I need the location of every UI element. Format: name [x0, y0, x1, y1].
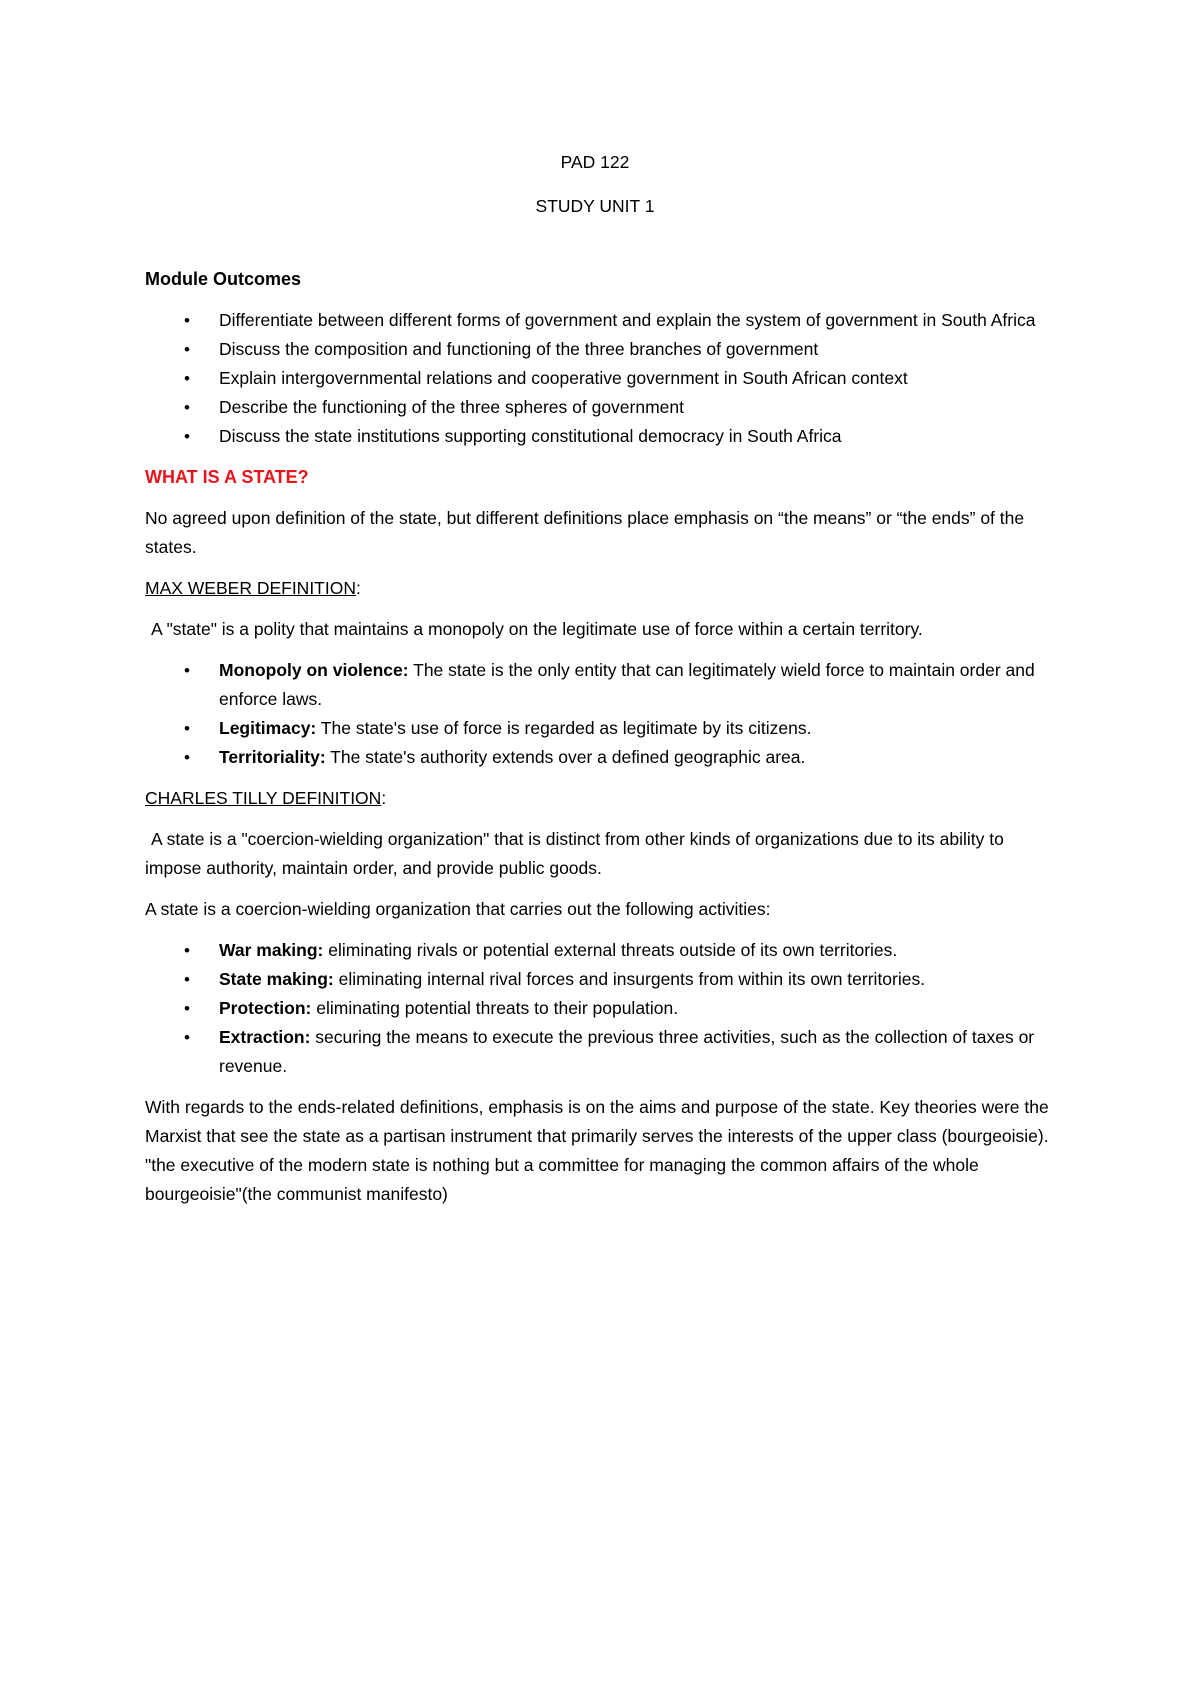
what-is-state-heading: WHAT IS A STATE?	[145, 467, 309, 487]
tilly-heading	[145, 784, 1065, 813]
activity-term: Protection:	[219, 998, 312, 1018]
document-body	[145, 148, 1065, 1221]
weber-definition-text: A "state" is a polity that maintains a monopoly on the legitimate use of force within a certain territory.	[151, 619, 923, 639]
outcome-text: Discuss the state institutions supporting constitutional democracy in South Africa	[219, 426, 842, 446]
outcome-text: Describe the functioning of the three spheres of government	[219, 397, 684, 417]
feature-text: The state's use of force is regarded as legitimate by its citizens.	[316, 718, 812, 738]
study-unit-title: STUDY UNIT 1	[535, 196, 655, 216]
feature-term: Territoriality:	[219, 747, 326, 767]
course-code: PAD 122	[560, 152, 630, 172]
tilly-definition-text: A state is a "coercion-wielding organization" that is distinct from other kinds of organizations due to its ability to impose authority, maintain order, and provide public goods.	[145, 829, 1004, 878]
ends-paragraph: With regards to the ends-related definitions, emphasis is on the aims and purpose of the state. Key theories were the Marxist that see the state as a partisan instrument that primarily serves the interests of the upper class (bourgeoisie). "the executive of the modern state is nothing but a committee for managing the common affairs of the whole bourgeoisie"(the communist manifesto)	[145, 1097, 1049, 1204]
bullet-icon: •	[184, 369, 190, 388]
state-intro-paragraph: No agreed upon definition of the state, but different definitions place emphasis on “the means” or “the ends” of the states.	[145, 508, 1025, 557]
module-outcomes-heading: Module Outcomes	[145, 269, 302, 289]
module-outcomes-list	[145, 306, 1065, 451]
activity-term: State making:	[219, 969, 334, 989]
activity-term: Extraction:	[219, 1027, 311, 1047]
list-item	[145, 656, 1065, 714]
tilly-heading-colon: :	[381, 788, 387, 808]
feature-text: The state's authority extends over a defined geographic area.	[325, 747, 806, 767]
tilly-activities-list	[145, 936, 1065, 1081]
outcome-text: Explain intergovernmental relations and cooperative government in South African context	[219, 368, 908, 388]
bullet-icon: •	[184, 661, 190, 680]
tilly-definition	[145, 825, 1065, 883]
outcome-text: Differentiate between different forms of government and explain the system of government in South Africa	[219, 310, 1036, 330]
bullet-icon: •	[184, 748, 190, 767]
bullet-icon: •	[184, 1028, 190, 1047]
weber-heading	[145, 574, 1065, 603]
list-item	[145, 743, 1065, 772]
tilly-activities-intro: A state is a coercion-wielding organization that carries out the following activities:	[145, 899, 771, 919]
bullet-icon: •	[184, 999, 190, 1018]
list-item	[145, 965, 1065, 994]
list-item	[145, 422, 1065, 451]
list-item	[145, 994, 1065, 1023]
bullet-icon: •	[184, 941, 190, 960]
list-item	[145, 393, 1065, 422]
activity-text: eliminating rivals or potential external threats outside of its own territories.	[323, 940, 898, 960]
weber-heading-text: MAX WEBER DEFINITION	[145, 578, 356, 598]
bullet-icon: •	[184, 311, 190, 330]
bullet-icon: •	[184, 398, 190, 417]
activity-text: securing the means to execute the previous three activities, such as the collection of taxes or revenue.	[219, 1027, 1035, 1076]
feature-text: The state is the only entity that can legitimately wield force to maintain order and enforce laws.	[219, 660, 1035, 709]
feature-term: Monopoly on violence:	[219, 660, 409, 680]
weber-heading-colon: :	[355, 578, 361, 598]
bullet-icon: •	[184, 719, 190, 738]
weber-features-list	[145, 656, 1065, 772]
activity-text: eliminating internal rival forces and insurgents from within its own territories.	[333, 969, 926, 989]
activity-text: eliminating potential threats to their population.	[311, 998, 679, 1018]
list-item	[145, 335, 1065, 364]
bullet-icon: •	[184, 340, 190, 359]
weber-definition	[145, 615, 1065, 644]
list-item	[145, 1023, 1065, 1081]
list-item	[145, 306, 1065, 335]
bullet-icon: •	[184, 970, 190, 989]
list-item	[145, 936, 1065, 965]
activity-term: War making:	[219, 940, 324, 960]
list-item	[145, 364, 1065, 393]
bullet-icon: •	[184, 427, 190, 446]
feature-term: Legitimacy:	[219, 718, 317, 738]
list-item	[145, 714, 1065, 743]
tilly-heading-text: CHARLES TILLY DEFINITION	[145, 788, 382, 808]
outcome-text: Discuss the composition and functioning of the three branches of government	[219, 339, 819, 359]
